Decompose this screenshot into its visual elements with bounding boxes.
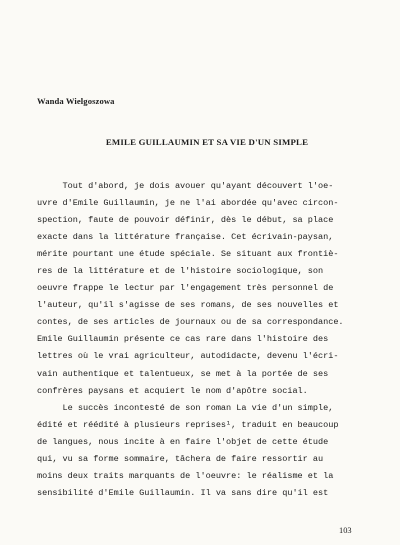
text-line xyxy=(37,417,363,434)
text-line-content: moins deux traits marquants de l'oeuvre: le réalisme et la xyxy=(37,470,334,481)
text-line xyxy=(37,195,363,212)
author-name: Wanda Wielgoszowa xyxy=(37,96,115,106)
text-line-content: mérite pourtant une étude spéciale. Se situant aux frontiè- xyxy=(37,249,339,260)
text-line-content: l'auteur, qu'il s'agisse de ses romans, de ses nouvelles et xyxy=(37,300,339,311)
text-line xyxy=(37,468,363,485)
text-line xyxy=(37,485,363,502)
text-line-content: spection, faute de pouvoir définir, dès le début, sa place xyxy=(37,215,334,226)
text-line xyxy=(37,331,363,348)
text-line-content: de langues, nous incite à en faire l'objet de cette étude xyxy=(37,436,329,447)
text-line-content: confrères paysans et acquiert le nom d'apôtre social. xyxy=(37,385,308,396)
text-line-content: qui, vu sa forme sommaire, tâchera de faire ressortir au xyxy=(37,453,324,464)
text-line xyxy=(37,280,363,297)
text-line xyxy=(37,383,363,400)
text-line xyxy=(37,229,363,246)
text-line-content: édité et réédité à plusieurs reprises¹, traduit en beaucoup xyxy=(37,419,339,430)
text-line xyxy=(37,451,363,468)
text-line-content: lettres où le vrai agriculteur, autodidacte, devenu l'écri- xyxy=(37,351,339,362)
text-line-content: uvre d'Emile Guillaumin, je ne l'ai abordée qu'avec circon- xyxy=(37,198,339,209)
text-line-content: oeuvre frappe le lectur par l'engagement très personnel de xyxy=(37,283,334,294)
text-line-content: exacte dans la littérature française. Cet écrivain-paysan, xyxy=(37,232,334,243)
article-title: EMILE GUILLAUMIN ET SA VIE D'UN SIMPLE xyxy=(105,137,309,147)
text-line xyxy=(37,212,363,229)
text-line xyxy=(37,263,363,280)
text-line xyxy=(37,314,363,331)
body-text xyxy=(37,178,363,502)
text-line xyxy=(37,434,363,451)
text-line-content: vain authentique et talentueux, se met à la portée de ses xyxy=(37,368,329,379)
page-number: 103 xyxy=(339,526,352,535)
text-line-content: res de la littérature et de l'histoire sociologique, son xyxy=(37,266,324,277)
text-line xyxy=(37,348,363,365)
text-line xyxy=(37,400,363,417)
text-line xyxy=(37,366,363,383)
text-line-content: Emile Guillaumin présente ce cas rare dans l'histoire des xyxy=(37,334,329,345)
text-line-content: Le succès incontesté de son roman La vie d'un simple, xyxy=(37,402,334,413)
text-line xyxy=(37,178,363,195)
text-line xyxy=(37,297,363,314)
text-line-content: contes, de ses articles de journaux ou de sa correspondance. xyxy=(37,317,344,328)
text-line-content: sensibilité d'Emile Guillaumin. Il va sans dire qu'il est xyxy=(37,487,329,498)
text-line-content: Tout d'abord, je dois avouer qu'ayant découvert l'oe- xyxy=(37,181,334,191)
text-line xyxy=(37,246,363,263)
